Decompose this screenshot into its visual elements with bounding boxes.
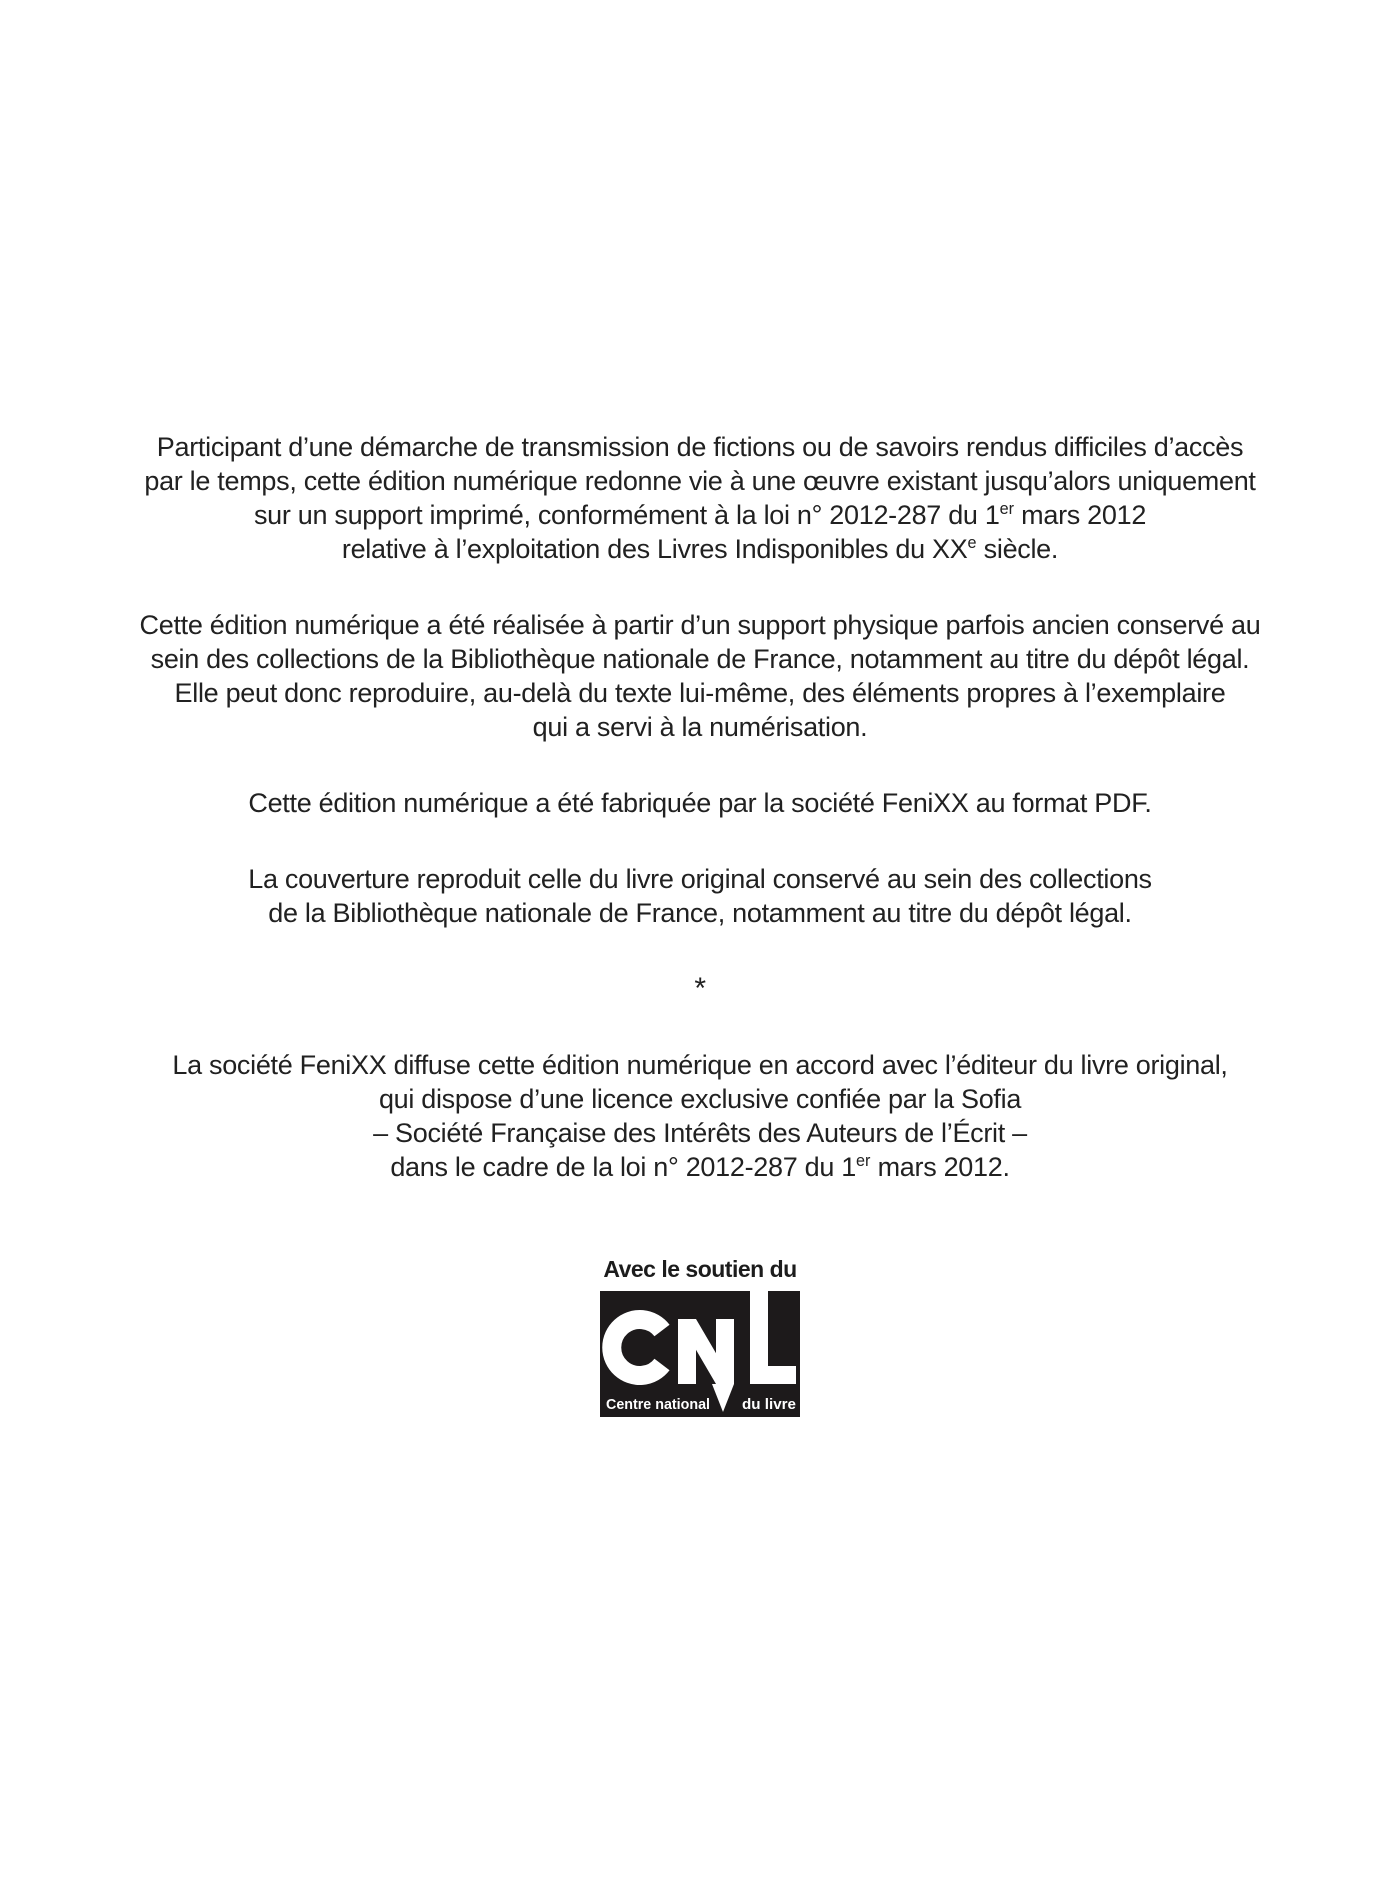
cover-paragraph xyxy=(0,862,1400,930)
text-line xyxy=(0,1048,1400,1082)
diffusion-paragraph xyxy=(0,1048,1400,1184)
text-run: La couverture reproduit celle du livre original conservé au sein des collections xyxy=(248,864,1152,894)
text-run: de la Bibliothèque nationale de France, notamment au titre du dépôt légal. xyxy=(268,898,1132,928)
text-line xyxy=(0,464,1400,498)
text-run: sein des collections de la Bibliothèque nationale de France, notamment au titre du dépôt légal. xyxy=(150,644,1250,674)
text-run: La société FeniXX diffuse cette édition numérique en accord avec l’éditeur du livre original, xyxy=(172,1050,1228,1080)
text-run: qui a servi à la numérisation. xyxy=(532,712,868,742)
separator-asterisk xyxy=(0,972,1400,1006)
text-run: mars 2012 xyxy=(1013,500,1147,530)
text-line xyxy=(0,676,1400,710)
cnl-caption-left: Centre national xyxy=(606,1397,710,1413)
text-run: qui dispose d’une licence exclusive confiée par la Sofia xyxy=(378,1084,1022,1114)
text-line xyxy=(0,862,1400,896)
text-run: dans le cadre de la loi n° 2012-287 du 1 xyxy=(390,1152,856,1182)
text-line xyxy=(0,972,1400,1006)
text-line xyxy=(0,710,1400,744)
cnl-logo-block xyxy=(0,1256,1400,1417)
text-line xyxy=(0,896,1400,930)
logo-support-text: Avec le soutien du xyxy=(603,1256,797,1282)
source-paragraph xyxy=(0,608,1400,744)
superscript-run: er xyxy=(855,1152,871,1170)
text-run: Elle peut donc reproduire, au-delà du texte lui-même, des éléments propres à l’exemplaire xyxy=(174,678,1226,708)
text-line xyxy=(0,430,1400,464)
cnl-logo xyxy=(600,1291,800,1417)
text-run: – Société Française des Intérêts des Auteurs de l’Écrit – xyxy=(373,1118,1027,1148)
text-line xyxy=(0,1082,1400,1116)
text-line xyxy=(0,608,1400,642)
text-run: relative à l’exploitation des Livres Indisponibles du XX xyxy=(341,534,968,564)
text-run: * xyxy=(694,972,706,1005)
text-line xyxy=(0,498,1400,532)
superscript-run: er xyxy=(999,500,1014,518)
text-run: par le temps, cette édition numérique redonne vie à une œuvre existant jusqu’alors uniquement xyxy=(144,466,1256,496)
text-line xyxy=(0,1116,1400,1150)
transmission-paragraph xyxy=(0,430,1400,566)
superscript-run: e xyxy=(967,534,977,552)
text-run: Cette édition numérique a été réalisée à partir d’un support physique parfois ancien conservé au xyxy=(139,610,1261,640)
text-line xyxy=(0,786,1400,820)
text-line xyxy=(0,1150,1400,1184)
text-line xyxy=(0,532,1400,566)
text-run: Cette édition numérique a été fabriquée par la société FeniXX au format PDF. xyxy=(248,788,1152,818)
text-run: siècle. xyxy=(976,534,1059,564)
text-run: mars 2012. xyxy=(870,1152,1010,1182)
text-line xyxy=(0,642,1400,676)
text-run: Participant d’une démarche de transmission de fictions ou de savoirs rendus difficiles d’accès xyxy=(156,432,1244,462)
text-run: sur un support imprimé, conformément à la loi n° 2012-287 du 1 xyxy=(253,500,1000,530)
cnl-caption-right: du livre xyxy=(742,1397,796,1413)
fabrication-paragraph xyxy=(0,786,1400,820)
